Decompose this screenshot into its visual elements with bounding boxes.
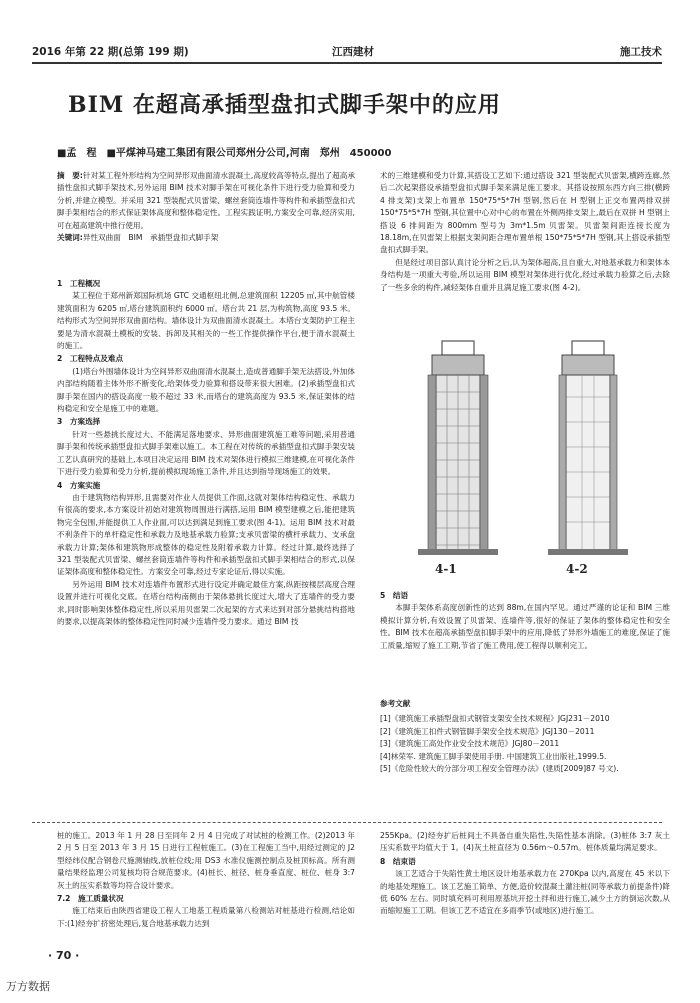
- page-number: · 70 ·: [48, 949, 80, 962]
- reference-item: [5]《危险性较大的分部分项工程安全管理办法》(建质[2009]87 号文).: [380, 764, 619, 774]
- left-column: [57, 277, 355, 628]
- section-heading: 7.2 施工质量状况: [57, 894, 124, 904]
- abstract-label: 摘 要:: [57, 171, 83, 180]
- author-line: ■孟 程 ■平煤神马建工集团有限公司郑州分公司,河南 郑州 450000: [57, 148, 392, 159]
- paragraph: (1)塔台外围墙体设计为空间异形双曲面清水混凝土,造成普通脚手架无法搭设,外加体内部结构随着主体外形不断变化,给架体受力验算和搭设带来很大困难。(2)承插型盘扣式脚手架在国内的搭设高度一般不超过 33 米,而塔台的建筑高度为 93.5 米,保证架体的结构稳定和安全是施工中的难题。: [57, 366, 355, 414]
- column-name: 施工技术: [620, 46, 662, 58]
- abstract-block: [57, 170, 355, 244]
- keywords-label: 关键词:: [57, 233, 83, 243]
- section-heading: 2 工程特点及难点: [57, 354, 124, 364]
- reference-item: [2]《建筑施工扣件式钢管脚手架安全技术规范》JGJ130－2011: [380, 726, 595, 736]
- figure-4-2-tower-model: [528, 337, 648, 557]
- figure-4-2-caption: 4-2: [566, 562, 588, 576]
- watermark: 万方数据: [6, 980, 50, 993]
- abstract-text: 针对某工程外形结构为空间异形双曲面清水混凝土,高度较高等特点,提出了超高承插性盘扣式脚手架技术,另外运用 BIM 技术对脚手架在可视化条件下进行受力验算和受力分析,并建立模型。并采用 321 型装配式贝雷梁、螺丝套筒连墙件等构件和承插型盘扣式脚手架相结合的形式保证架体高度和整体稳定性。工程实践证明,方案安全可靠,经济实用,可在超高建筑中推行使用。: [57, 171, 355, 230]
- figure-area: [378, 337, 668, 582]
- paragraph: 术的三维建模和受力计算,其搭设工艺如下:通过搭设 321 型装配式贝雷架,横跨连廊,然后二次起架搭设承插型盘扣式脚手架来满足施工要求。其搭设按照东西方向三排(横跨 4 排支架)支架上布置单 150*75*5*7H 型钢,然后在 H 型钢上正交布置两排双拼 150*75*5*7H 型钢,其位置中心对中心的布置在外侧两排支架上,最后在双拼 H 型钢上搭设 6 排间距为 800mm 型号为 3m*1.5m 贝雷架。贝雷架间距连接长度为 18.18m,在贝雷架上根据支架间距合理布置单根 150*75*5*7H 型钢,其上搭设承插型盘扣式脚手架。: [380, 171, 670, 255]
- article-title: BIM 在超高承插型盘扣式脚手架中的应用: [68, 92, 501, 118]
- section-divider: [32, 822, 662, 823]
- references-title: 参考文献: [380, 699, 411, 708]
- paragraph: 255Kpa。(2)经夯扩后桩间土不具备自重失陷性,失陷性基本消除。(3)桩体 3:7 灰土压实系数平均值大于 1。(4)灰土桩直径为 0.56m～0.57m。桩体质量均满足要求。: [380, 831, 670, 853]
- figure-4-1-caption: 4-1: [435, 562, 457, 576]
- paragraph: 施工结束后由陕西省建设工程人工地基工程质量第八检测站对桩基进行检测,结论如下:(1)经夯扩挤密处理后,复合地基承载力达到: [57, 906, 355, 928]
- bottom-right-column: [380, 830, 670, 918]
- paragraph: 针对一些悬挑长度过大、不能满足落地要求、异形曲面建筑施工难等问题,采用普通脚手架和传统承插型盘扣式脚手架难以施工。本工程在对传统的承插型盘扣式脚手架安装工艺认真研究的基础上,本项目决定运用 BIM 技术对架体进行模拟三维建模,在可视化条件下进行受力验算和受力分析,提前模拟现场施工条件,并且达到指导现场施工的效果。: [57, 429, 355, 477]
- running-header: [32, 44, 662, 62]
- issue-info: 2016 年第 22 期(总第 199 期): [32, 46, 189, 58]
- figure-4-1-tower-model: [398, 337, 518, 557]
- paragraph: 某工程位于郑州新郑国际机场 GTC 交通枢纽北侧,总建筑面积 12205 ㎡,其中航管楼建筑面积为 6205 ㎡,塔台建筑面积约 6000 ㎡。塔台共 21 层,为构筑物,高度 93.5 米。结构形式为空间异形双曲面结构。墙体设计为双曲面清水混凝土。本塔台支架防护工程主要是为清水混凝土模板的安装、拆卸及其相关的一些工作提供操作平台,便于清水混凝土的施工。: [57, 291, 355, 351]
- section-heading: 1 工程概况: [57, 279, 101, 288]
- reference-item: [1]《建筑施工承插型盘扣式钢管支架安全技术规程》JGJ231－2010: [380, 714, 610, 724]
- right-column-conclusion: [380, 589, 670, 652]
- paragraph: 由于建筑物结构异形,且需要对作业人员提供工作面,这就对架体结构稳定性、承载力有很高的要求,本方案设计初始对建筑物周围进行满搭,运用 BIM 模型建模之后,能把建筑物完全包围,并能提供工人作业面,可以达到满足到施工要求(图 4-1)。运用 BIM 技术对最不利条件下的单杆稳定性和承载力及地基承载力验算;支承贝雷梁的横杆承载力、支承盘承载力计算;架体和建筑物形成整体的稳定性及附着承载力计算。经过计算,最终选择了 321 型装配式贝雷梁、螺丝套筒连墙件等构件和承插型盘扣式脚手架相结合的形式,以保证架体高度和整体稳定性。方案安全可靠,经过专家论证后,得以实施。: [57, 492, 355, 577]
- section-heading: 3 方案选择: [57, 417, 101, 427]
- header-rule: [32, 62, 662, 64]
- paragraph: 另外运用 BIM 技术对连墙件布置形式进行设定并确定最佳方案,纵距按楼层高度合理设置并进行可视化交底。在塔台结构南侧由于架体悬挑长度过大,增大了连墙件的受力要求,同时影响架体整体稳定性,所以采用贝雷架二次起架的方式来达到对部分悬挑结构搭地的要求,以提高架体的整体稳定性同时减少连墙件受力要求。通过 BIM 技: [57, 579, 355, 626]
- section-heading: 5 结语: [380, 591, 409, 600]
- right-column-top: [380, 170, 670, 294]
- paragraph: 该工艺适合于失陷性黄土地区设计地基承载力在 270Kpa 以内,高度在 45 米以下的地基处理施工。该工艺施工简单、方便,造价较混凝土灌注桩(同等承载力前提条件)降低 60% 左右。同时填充料可利用原基坑开挖土拌和进行施工,减少土方的倒运次数,从而缩短施工工期。但该工艺不适宜在多雨季节(或地区)进行施工。: [380, 869, 670, 916]
- section-heading: 4 方案实施: [57, 480, 101, 490]
- paragraph: 本脚手架体系高度创新性的达到 88m,在国内罕见。通过严谨的论证和 BIM 三维模拟计算分析,有效设置了贝雷架、连墙件等,很好的保证了架体的整体稳定性和安全性。BIM 技术在超高承插型盘扣脚手架中的应用,降低了异形外墙施工的难度,保证了施工质量,缩短了施工工期,节省了施工费用,使工程得以顺利完工。: [380, 603, 670, 650]
- paragraph: 但是经过项目部认真讨论分析之后,认为架体超高,且自重大,对地基承载力和架体本身结构是一项重大考验,所以运用 BIM 模型对架体进行优化,经过承载力验算之后,去除了一些多余的构件,减轻架体自重并且满足施工要求(图 4-2)。: [380, 257, 670, 292]
- journal-name: 江西建材: [332, 46, 374, 58]
- bottom-left-column: [57, 830, 355, 930]
- keywords-text: 异性双曲面 BIM 承插型盘扣式脚手架: [82, 233, 219, 243]
- reference-item: [3]《建筑施工高处作业安全技术规范》JGJ80－2011: [380, 739, 560, 749]
- section-heading: 8 结束语: [380, 856, 416, 866]
- references-block: [380, 697, 670, 775]
- paragraph: 桩的施工。2013 年 1 月 28 日至同年 2 月 4 日完成了对试桩的检测工作。(2)2013 年 2 月 5 日至 2013 年 3 月 15 日进行工程桩施工。(3)在工程施工当中,用经过测定的 J2 型经纬仪配合钢卷尺施测轴线,放桩位线;用 DS3 水准仪施测控制点及桩顶标高。所有测量结果经监理公司复核均符合规范要求。(4)桩长、桩径、桩身垂直度、桩位、桩身 3:7 灰土的压实系数等均符合设计要求。: [57, 831, 355, 890]
- reference-item: [4]林荣军. 建筑施工脚手架使用手册. 中国建筑工业出版社,1999.5.: [380, 751, 607, 761]
